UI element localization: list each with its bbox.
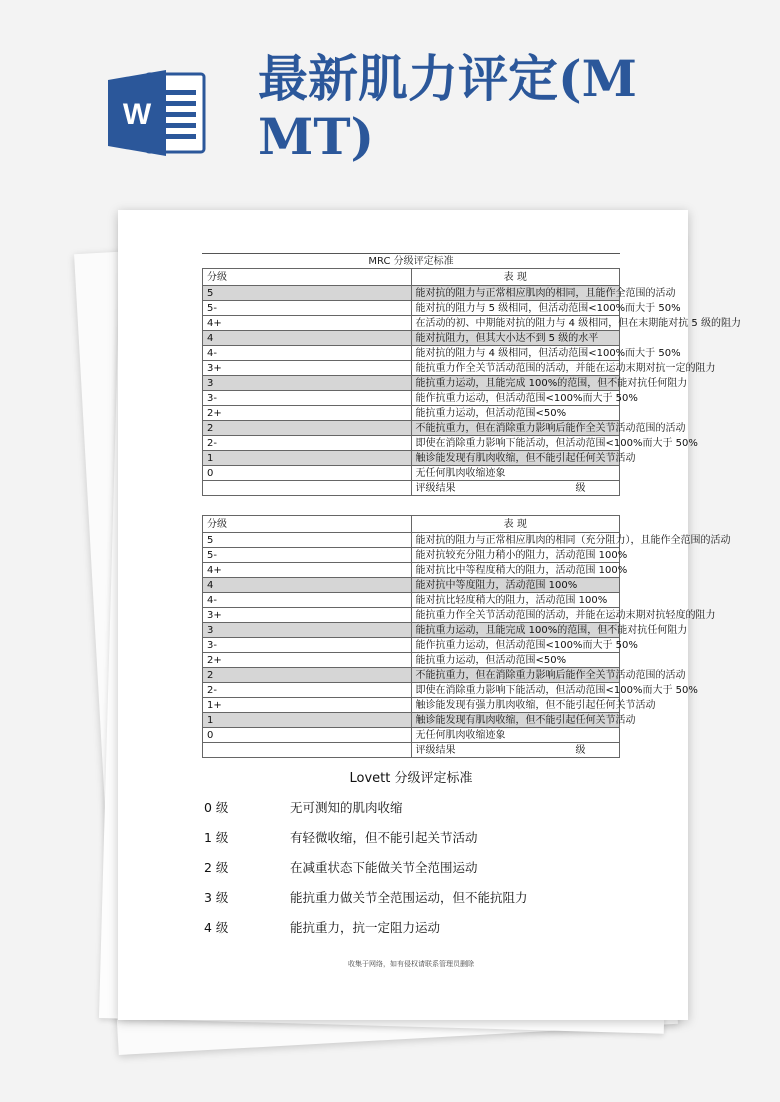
result-label: 评级结果 — [415, 482, 456, 494]
grade-cell: 5- — [203, 548, 412, 563]
description-cell: 能对抗比轻度稍大的阻力，活动范围 100% — [411, 593, 620, 608]
table-row — [203, 638, 620, 653]
table-row — [203, 548, 620, 563]
lovett-description: 在减重状态下能做关节全范围运动 — [290, 860, 478, 875]
description-cell: 触诊能发现有肌肉收缩，但不能引起任何关节活动 — [411, 713, 620, 728]
description-cell: 能抗重力运动，且能完成 100%的范围，但不能对抗任何阻力 — [411, 376, 620, 391]
grade-cell: 2+ — [203, 406, 412, 421]
description-cell: 能对抗的阻力与 5 级相同，但活动范围<100%而大于 50% — [411, 301, 620, 316]
description-cell: 不能抗重力，但在消除重力影响后能作全关节活动范围的活动 — [411, 668, 620, 683]
table-row — [203, 331, 620, 346]
grade-cell: 5- — [203, 301, 412, 316]
table-row — [203, 593, 620, 608]
description-cell: 能对抗阻力，但其大小达不到 5 级的水平 — [411, 331, 620, 346]
level-label: 级 — [575, 482, 586, 494]
result-row — [203, 481, 620, 496]
lovett-item — [204, 918, 440, 936]
table-row — [203, 713, 620, 728]
grade-cell: 4- — [203, 593, 412, 608]
grade-cell: 3- — [203, 638, 412, 653]
table-row — [203, 436, 620, 451]
lovett-description: 无可测知的肌肉收缩 — [290, 800, 403, 815]
grade-cell: 2 — [203, 668, 412, 683]
grade-cell: 2- — [203, 436, 412, 451]
description-cell: 触诊能发现有强力肌肉收缩，但不能引起任何关节活动 — [411, 698, 620, 713]
description-header: 表 现 — [411, 269, 620, 286]
grade-cell: 1+ — [203, 698, 412, 713]
lovett-item — [204, 858, 478, 876]
lovett-description: 能抗重力，抗一定阻力运动 — [290, 920, 441, 935]
grade-cell: 4+ — [203, 563, 412, 578]
grade-cell: 4- — [203, 346, 412, 361]
grade-cell: 3+ — [203, 361, 412, 376]
description-cell: 能对抗中等度阻力，活动范围 100% — [411, 578, 620, 593]
result-label: 评级结果 — [415, 744, 456, 756]
mrc-table-2 — [202, 515, 731, 758]
table-row — [203, 316, 620, 331]
table-row — [203, 728, 620, 743]
grade-cell: 4 — [203, 331, 412, 346]
blank-cell — [203, 481, 412, 496]
grade-cell: 3- — [203, 391, 412, 406]
result-cell — [411, 481, 620, 496]
result-cell — [411, 743, 620, 758]
table-row — [203, 533, 620, 548]
grade-cell: 3+ — [203, 608, 412, 623]
table-row — [203, 623, 620, 638]
table-row — [203, 683, 620, 698]
lovett-level: 2 级 — [204, 860, 229, 875]
lovett-title: Lovett 分级评定标准 — [349, 771, 473, 786]
table-row — [203, 608, 620, 623]
page-title: 最新肌力评定(MMT) — [258, 49, 638, 166]
table-row — [203, 668, 620, 683]
lovett-description: 能抗重力做关节全范围运动，但不能抗阻力 — [290, 890, 528, 905]
grade-cell: 4 — [203, 578, 412, 593]
lovett-item — [204, 888, 528, 906]
grade-cell: 0 — [203, 466, 412, 481]
description-cell: 能抗重力运动，但活动范围<50% — [411, 653, 620, 668]
description-cell: 即使在消除重力影响下能活动，但活动范围<100%而大于 50% — [411, 683, 620, 698]
grade-cell: 5 — [203, 286, 412, 301]
grade-cell: 5 — [203, 533, 412, 548]
description-cell: 无任何肌肉收缩迹象 — [411, 728, 620, 743]
mrc-table-1 — [202, 268, 741, 496]
table-row — [203, 451, 620, 466]
grade-cell: 2 — [203, 421, 412, 436]
description-cell: 触诊能发现有肌肉收缩，但不能引起任何关节活动 — [411, 451, 620, 466]
lovett-level: 4 级 — [204, 920, 229, 935]
grade-cell: 4+ — [203, 316, 412, 331]
grade-cell: 0 — [203, 728, 412, 743]
lovett-level: 0 级 — [204, 800, 229, 815]
table-row — [203, 563, 620, 578]
table-row — [203, 653, 620, 668]
description-cell: 即使在消除重力影响下能活动，但活动范围<100%而大于 50% — [411, 436, 620, 451]
description-cell: 能对抗的阻力与正常相应肌肉的相同，且能作全范围的活动 — [411, 286, 620, 301]
table-row — [203, 391, 620, 406]
grade-cell: 1 — [203, 451, 412, 466]
svg-text:W: W — [122, 98, 152, 131]
description-cell: 不能抗重力，但在消除重力影响后能作全关节活动范围的活动 — [411, 421, 620, 436]
lovett-level: 1 级 — [204, 830, 229, 845]
table-row — [203, 346, 620, 361]
description-cell: 能对抗的阻力与正常相应肌肉的相同（充分阻力），且能作全范围的活动 — [411, 533, 620, 548]
description-cell: 能抗重力运动，但活动范围<50% — [411, 406, 620, 421]
grade-cell: 3 — [203, 376, 412, 391]
result-row — [203, 743, 620, 758]
footer-note: 收集于网络，如有侵权请联系管理员删除 — [348, 960, 474, 968]
lovett-level: 3 级 — [204, 890, 229, 905]
grade-header: 分级 — [203, 269, 412, 286]
description-cell: 能作抗重力运动，但活动范围<100%而大于 50% — [411, 391, 620, 406]
table-row — [203, 578, 620, 593]
table-caption: MRC 分级评定标准 — [202, 253, 620, 269]
grade-cell: 1 — [203, 713, 412, 728]
lovett-description: 有轻微收缩，但不能引起关节活动 — [290, 830, 478, 845]
table-row — [203, 301, 620, 316]
lovett-item — [204, 798, 403, 816]
grade-header: 分级 — [203, 516, 412, 533]
table-row — [203, 376, 620, 391]
grade-cell: 2- — [203, 683, 412, 698]
description-cell: 能对抗较充分阻力稍小的阻力，活动范围 100% — [411, 548, 620, 563]
description-header: 表 现 — [411, 516, 620, 533]
table-row — [203, 406, 620, 421]
description-cell: 在活动的初、中期能对抗的阻力与 4 级相同，但在末期能对抗 5 级的阻力 — [411, 316, 620, 331]
grade-cell: 3 — [203, 623, 412, 638]
description-cell: 能对抗的阻力与 4 级相同，但活动范围<100%而大于 50% — [411, 346, 620, 361]
table-row — [203, 698, 620, 713]
grade-cell: 2+ — [203, 653, 412, 668]
description-cell: 无任何肌肉收缩迹象 — [411, 466, 620, 481]
table-row — [203, 421, 620, 436]
table-row — [203, 361, 620, 376]
description-cell: 能抗重力运动，且能完成 100%的范围，但不能对抗任何阻力 — [411, 623, 620, 638]
table-row — [203, 286, 620, 301]
description-cell: 能抗重力作全关节活动范围的活动，并能在运动末期对抗一定的阻力 — [411, 361, 620, 376]
lovett-item — [204, 828, 478, 846]
level-label: 级 — [575, 744, 586, 756]
table-row — [203, 466, 620, 481]
blank-cell — [203, 743, 412, 758]
description-cell: 能抗重力作全关节活动范围的活动，并能在运动末期对抗轻度的阻力 — [411, 608, 620, 623]
word-document-icon — [108, 68, 208, 158]
description-cell: 能对抗比中等程度稍大的阻力，活动范围 100% — [411, 563, 620, 578]
description-cell: 能作抗重力运动，但活动范围<100%而大于 50% — [411, 638, 620, 653]
